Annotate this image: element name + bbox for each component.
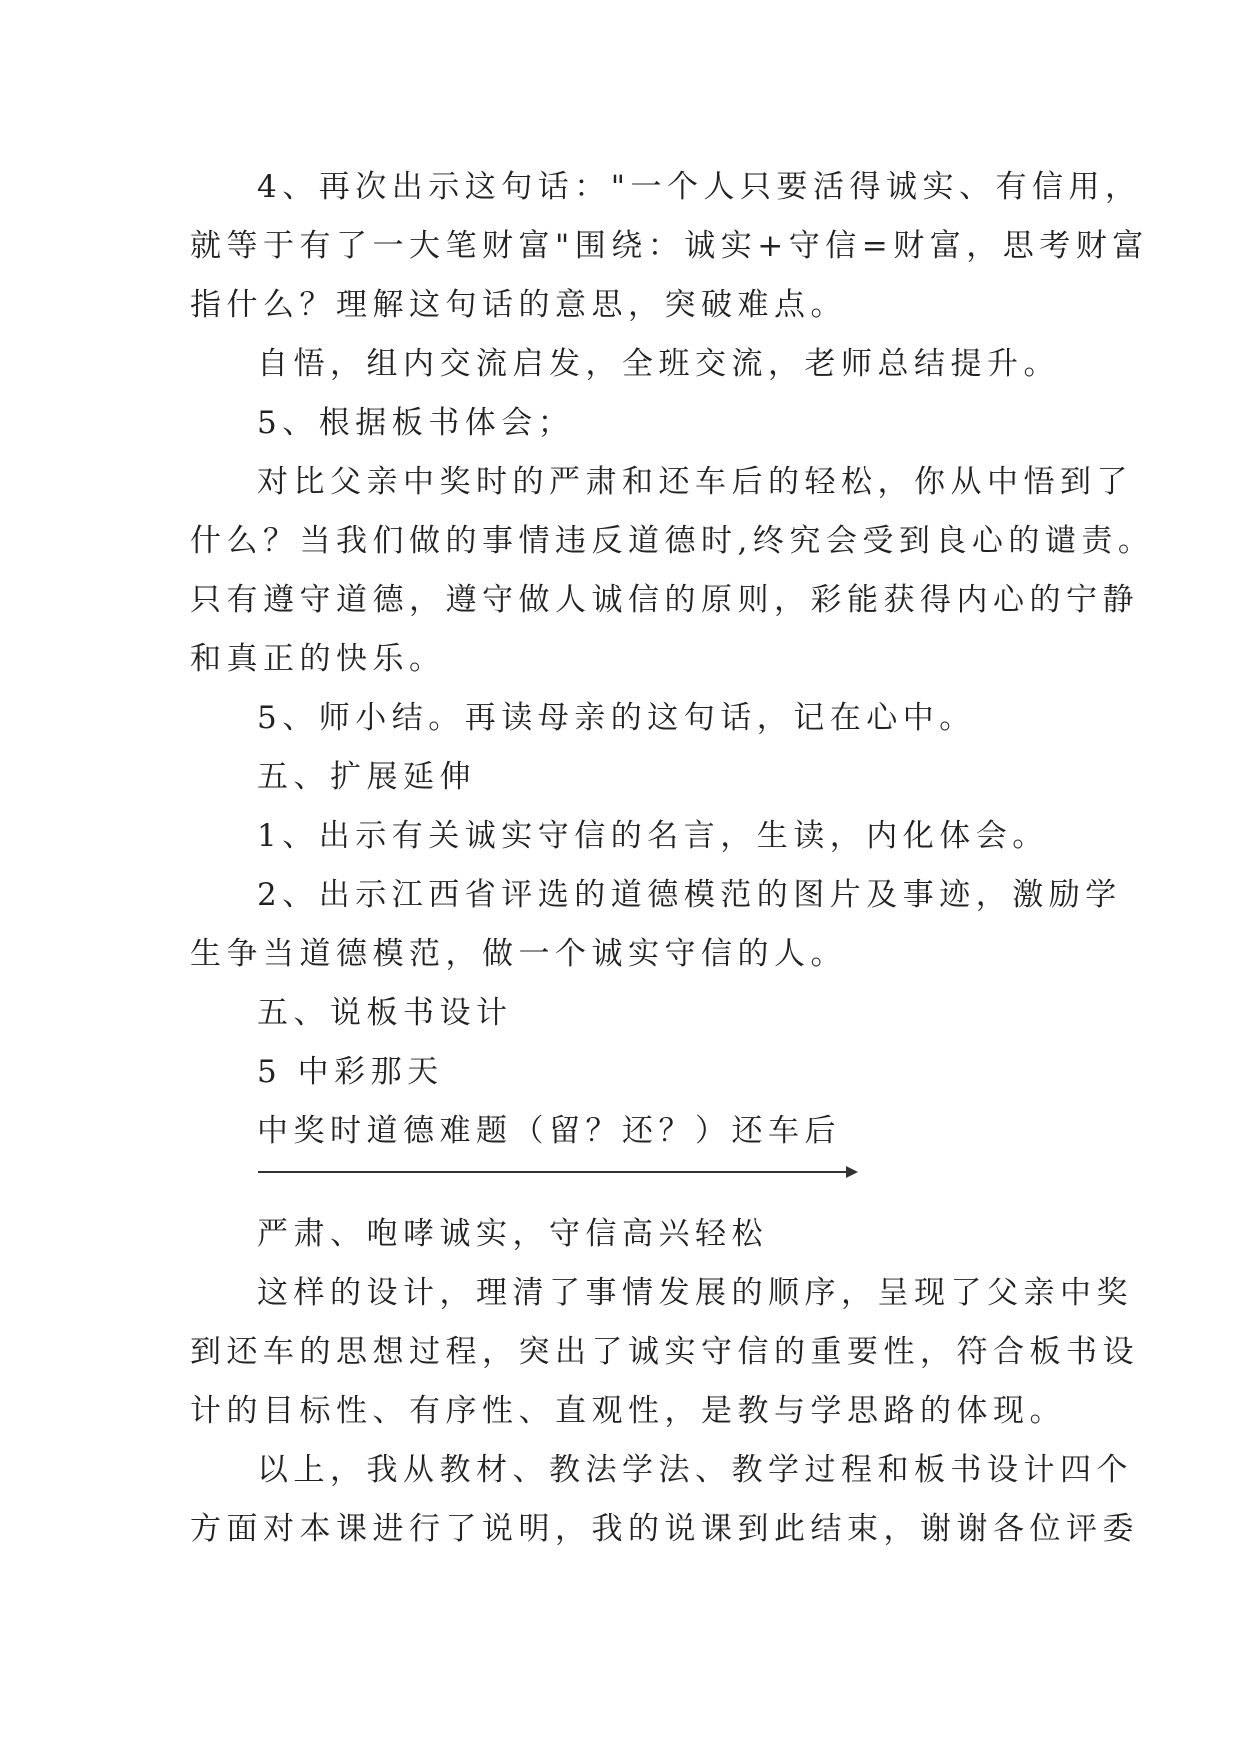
arrow-right-icon	[846, 1166, 858, 1178]
paragraph-line: 生争当道德模范，做一个诚实守信的人。	[190, 936, 847, 972]
paragraph-line: 对比父亲中奖时的严肃和还车后的轻松，你从中悟到了	[257, 464, 1133, 500]
board-line: 中奖时道德难题（留？还？）还车后	[257, 1113, 841, 1149]
paragraph-line: 只有遵守道德，遵守做人诚信的原则，彩能获得内心的宁静	[190, 582, 1139, 618]
paragraph-line: 5、根据板书体会；	[257, 405, 575, 441]
paragraph-line: 1、出示有关诚实守信的名言，生读，内化体会。	[257, 818, 1049, 854]
paragraph-line: 到还车的思想过程，突出了诚实守信的重要性，符合板书设	[190, 1334, 1139, 1370]
paragraph-line: 方面对本课进行了说明，我的说课到此结束，谢谢各位评委	[190, 1511, 1139, 1547]
paragraph-line: 4、再次出示这句话："一个人只要活得诚实、有信用，	[257, 169, 1142, 205]
paragraph-line: 以上，我从教材、教法学法、教学过程和板书设计四个	[257, 1452, 1133, 1488]
board-line: 严肃、咆哮诚实，守信高兴轻松	[257, 1216, 768, 1252]
paragraph-line: 自悟，组内交流启发，全班交流，老师总结提升。	[257, 346, 1060, 382]
paragraph-line: 5、师小结。再读母亲的这句话，记在心中。	[257, 700, 976, 736]
section-heading: 五、扩展延伸	[257, 759, 476, 795]
board-arrow-line	[258, 1171, 848, 1173]
board-title: 5 中彩那天	[257, 1054, 444, 1090]
paragraph-line: 和真正的快乐。	[190, 641, 446, 677]
paragraph-line: 这样的设计，理清了事情发展的顺序，呈现了父亲中奖	[257, 1275, 1133, 1311]
paragraph-line: 就等于有了一大笔财富"围绕：诚实+守信=财富，思考财富	[190, 228, 1149, 264]
paragraph-line: 指什么？理解这句话的意思，突破难点。	[190, 287, 847, 323]
paragraph-line: 什么？当我们做的事情违反道德时,终究会受到良心的谴责。	[190, 523, 1155, 559]
section-heading: 五、说板书设计	[257, 995, 513, 1031]
paragraph-line: 计的目标性、有序性、直观性，是教与学思路的体现。	[190, 1393, 1066, 1429]
paragraph-line: 2、出示江西省评选的道德模范的图片及事迹，激励学	[257, 877, 1122, 913]
